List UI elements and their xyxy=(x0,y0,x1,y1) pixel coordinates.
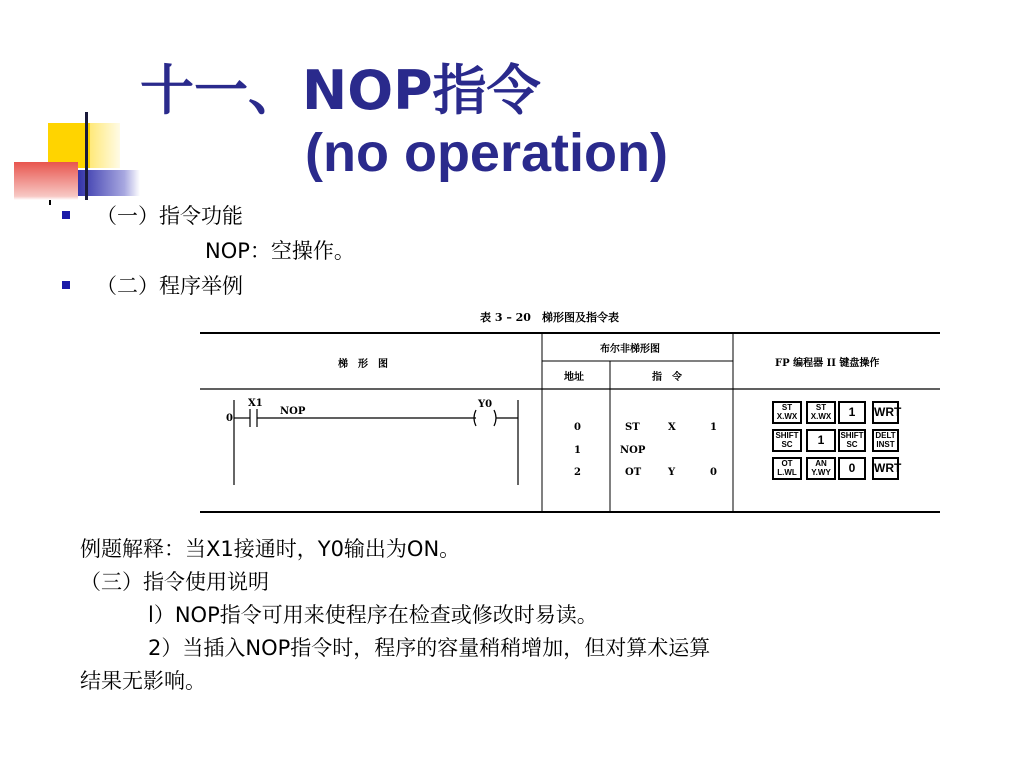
row-0-arg1: X xyxy=(668,422,676,433)
header-addr: 地址 xyxy=(564,372,584,383)
row-2-arg1: Y xyxy=(668,467,676,478)
row-0-op: ST xyxy=(625,422,640,433)
ladder-rung-number: 0 xyxy=(226,413,233,424)
keypad-key: SHIFT SC xyxy=(838,429,866,452)
usage-item-2-cont: 结果无影响。 xyxy=(80,669,206,693)
section-3-heading: （三）指令使用说明 xyxy=(80,570,269,594)
row-2-arg2: 0 xyxy=(710,467,717,478)
ladder-table-figure xyxy=(200,305,940,515)
deco-vertical-line xyxy=(85,112,88,200)
row-2-addr: 2 xyxy=(574,467,581,478)
section-2-heading: （二）程序举例 xyxy=(96,274,243,298)
deco-tick xyxy=(49,200,51,205)
row-0-addr: 0 xyxy=(574,422,581,433)
keypad-key: ST X.WX xyxy=(806,401,836,424)
row-0-arg2: 1 xyxy=(710,422,717,433)
row-1-op: NOP xyxy=(620,445,646,456)
ladder-nop-label: NOP xyxy=(280,406,306,417)
deco-yellow-light xyxy=(90,123,120,168)
deco-red-square xyxy=(14,162,78,200)
keypad-key: ST X.WX xyxy=(772,401,802,424)
row-2-op: OT xyxy=(625,467,642,478)
keypad-key: OT L.WL xyxy=(772,457,802,480)
keypad-key: AN Y.WY xyxy=(806,457,836,480)
example-explanation: 例题解释：当X1接通时，Y0输出为ON。 xyxy=(80,537,461,561)
table-caption: 表 3 – 20 梯形图及指令表 xyxy=(480,311,619,324)
ladder-y0-label: Y0 xyxy=(478,399,493,410)
keypad-key: WRT xyxy=(872,401,899,424)
slide-title: 十一、NOP指令 xyxy=(140,59,541,122)
slide-subtitle: (no operation) xyxy=(305,123,668,183)
header-fp: FP 编程器 II 键盘操作 xyxy=(775,358,880,369)
bullet-1 xyxy=(62,211,70,219)
usage-item-1: l）NOP指令可用来使程序在检查或修改时易读。 xyxy=(148,603,598,627)
section-1-body: NOP：空操作。 xyxy=(205,239,355,263)
row-1-addr: 1 xyxy=(574,445,581,456)
keypad-key: 1 xyxy=(806,429,836,452)
usage-item-2: 2）当插入NOP指令时，程序的容量稍稍增加，但对算术运算 xyxy=(148,636,711,660)
keypad-key: WRT xyxy=(872,457,899,480)
header-instr: 指 令 xyxy=(652,372,682,383)
keypad-key: 1 xyxy=(838,401,866,424)
section-1-heading: （一）指令功能 xyxy=(96,204,243,228)
header-ladder: 梯 形 图 xyxy=(338,359,388,370)
header-bool: 布尔非梯形图 xyxy=(600,344,660,355)
ladder-x1-label: X1 xyxy=(248,398,263,409)
keypad-key: SHIFT SC xyxy=(772,429,802,452)
keypad-key: DELT INST xyxy=(872,429,899,452)
bullet-2 xyxy=(62,281,70,289)
keypad-key: 0 xyxy=(838,457,866,480)
